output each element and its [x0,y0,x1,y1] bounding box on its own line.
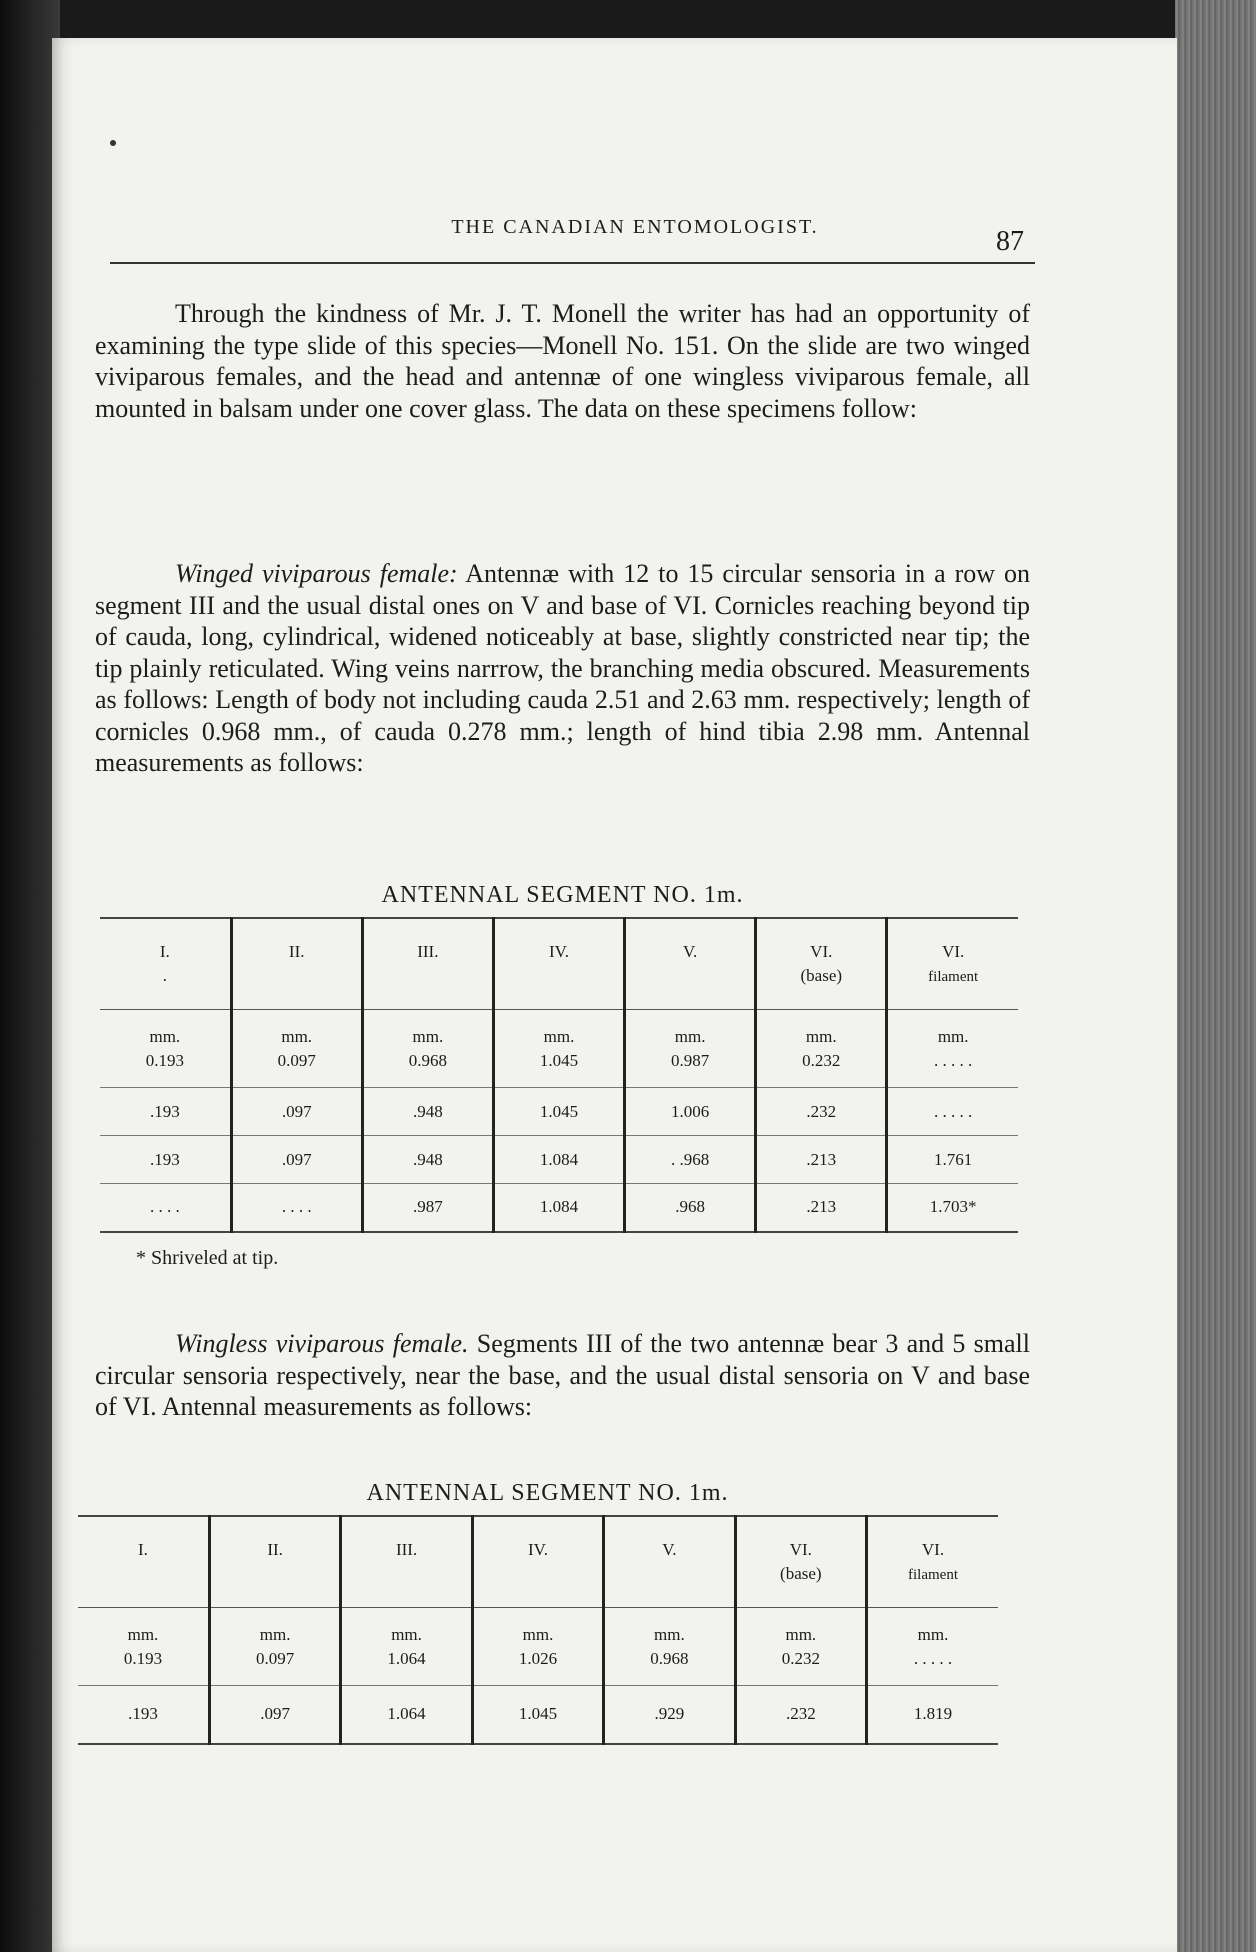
col-header: VI. (base) [756,918,887,1010]
table-cell: mm. 0.968 [362,1010,493,1088]
table-cell: mm. 0.232 [735,1608,866,1686]
table-cell: mm. 1.045 [493,1010,624,1088]
table-cell: . .968 [625,1136,756,1184]
table-cell: .193 [78,1686,209,1744]
table-cell: .193 [100,1088,231,1136]
table-row [78,1686,998,1744]
table-header-row [100,918,1018,1010]
table-row [100,1010,1018,1088]
col-header: V. [604,1516,735,1608]
table-row [78,1608,998,1686]
table-row [100,1136,1018,1184]
table-cell: . . . . [100,1184,231,1232]
table-cell: .213 [756,1136,887,1184]
col-header: II. [231,918,362,1010]
table-cell: 1.084 [493,1136,624,1184]
col-header: VI. filament [887,918,1018,1010]
paragraph-intro: Through the kindness of Mr. J. T. Monell the writer has had an opportunity of examining the type slide of this species—Monell No. 151. On the slide are two winged viviparous females, and the head and antennæ of one wingless viviparous female, all mounted in balsam under one cover glass. The data on these specimens follow: [95,299,1030,423]
table-cell: mm. . . . . . [867,1608,998,1686]
table-cell: . . . . [231,1184,362,1232]
table2-title: ANTENNAL SEGMENT NO. 1m. [366,1480,729,1506]
col-header: I. [78,1516,209,1608]
table-header-row [78,1516,998,1608]
table-cell: 1.761 [887,1136,1018,1184]
col-header: IV. [493,918,624,1010]
table-cell: mm. 0.097 [209,1608,340,1686]
table-cell: mm. 0.232 [756,1010,887,1088]
table-row [100,1088,1018,1136]
header-rule [110,262,1035,264]
table-cell: .232 [735,1686,866,1744]
col-header: III. [341,1516,472,1608]
col-header: VI. filament [867,1516,998,1608]
col-header: I. . [100,918,231,1010]
table-cell: .097 [209,1686,340,1744]
antennal-table-wingless [78,1515,998,1745]
wingless-text: Segments III of the two antennæ bear 3 and 5 small circular sensoria respectively, near the base, and the usual distal sensoria on V and base of VI. Antennal measurements as follows: [95,1329,1030,1421]
table-cell: mm. . . . . . [887,1010,1018,1088]
table-cell: 1.703* [887,1184,1018,1232]
table-cell: .987 [362,1184,493,1232]
table-cell: .097 [231,1088,362,1136]
table-cell: mm. 0.193 [78,1608,209,1686]
printing-mark [110,140,116,146]
table-row [100,1184,1018,1232]
table1-title: ANTENNAL SEGMENT NO. 1m. [381,882,744,908]
table-cell: 1.064 [341,1686,472,1744]
col-header: IV. [472,1516,603,1608]
table-cell: 1.045 [472,1686,603,1744]
table-footnote: * Shriveled at tip. [136,1247,279,1269]
table-cell: . . . . . [887,1088,1018,1136]
table-cell: 1.819 [867,1686,998,1744]
col-header: II. [209,1516,340,1608]
table-cell: .193 [100,1136,231,1184]
table-cell: mm. 0.193 [100,1010,231,1088]
col-header: V. [625,918,756,1010]
table-cell: 1.084 [493,1184,624,1232]
table-cell: .948 [362,1088,493,1136]
col-header: VI. (base) [735,1516,866,1608]
table-cell: 1.006 [625,1088,756,1136]
paragraph-winged [95,558,1030,779]
table-cell: .232 [756,1088,887,1136]
paragraph-wingless [95,1328,1030,1423]
table-cell: .948 [362,1136,493,1184]
antennal-table-winged [100,917,1018,1233]
winged-text: Antennæ with 12 to 15 circular sensoria in a row on segment III and the usual distal ones on V and base of VI. Cornicles reaching beyond tip of cauda, long, cylindrical, widened noticeably at base, slightly constricted near tip; the tip plainly reticulated. Wing veins narrrow, the branching media obscured. Measurements as follows: Length of body not including cauda 2.51 and 2.63 mm. respectively; length of cornicles 0.968 mm., of cauda 0.278 mm.; length of hind tibia 2.98 mm. Antennal measurements as follows: [95,559,1030,777]
col-header: III. [362,918,493,1010]
table-cell: mm. 0.097 [231,1010,362,1088]
table-cell: .097 [231,1136,362,1184]
table-cell: mm. 0.968 [604,1608,735,1686]
wingless-label: Wingless viviparous female. [175,1329,469,1358]
table-cell: .929 [604,1686,735,1744]
table-cell: .968 [625,1184,756,1232]
table-cell: mm. 1.064 [341,1608,472,1686]
table-cell: 1.045 [493,1088,624,1136]
book-page-edges [1175,0,1256,1952]
table-cell: .213 [756,1184,887,1232]
page-number: 87 [996,226,1024,257]
book-gutter-shadow [0,0,60,1952]
running-head: THE CANADIAN ENTOMOLOGIST. [451,216,819,238]
winged-label: Winged viviparous female: [175,559,458,588]
table-cell: mm. 1.026 [472,1608,603,1686]
table-cell: mm. 0.987 [625,1010,756,1088]
